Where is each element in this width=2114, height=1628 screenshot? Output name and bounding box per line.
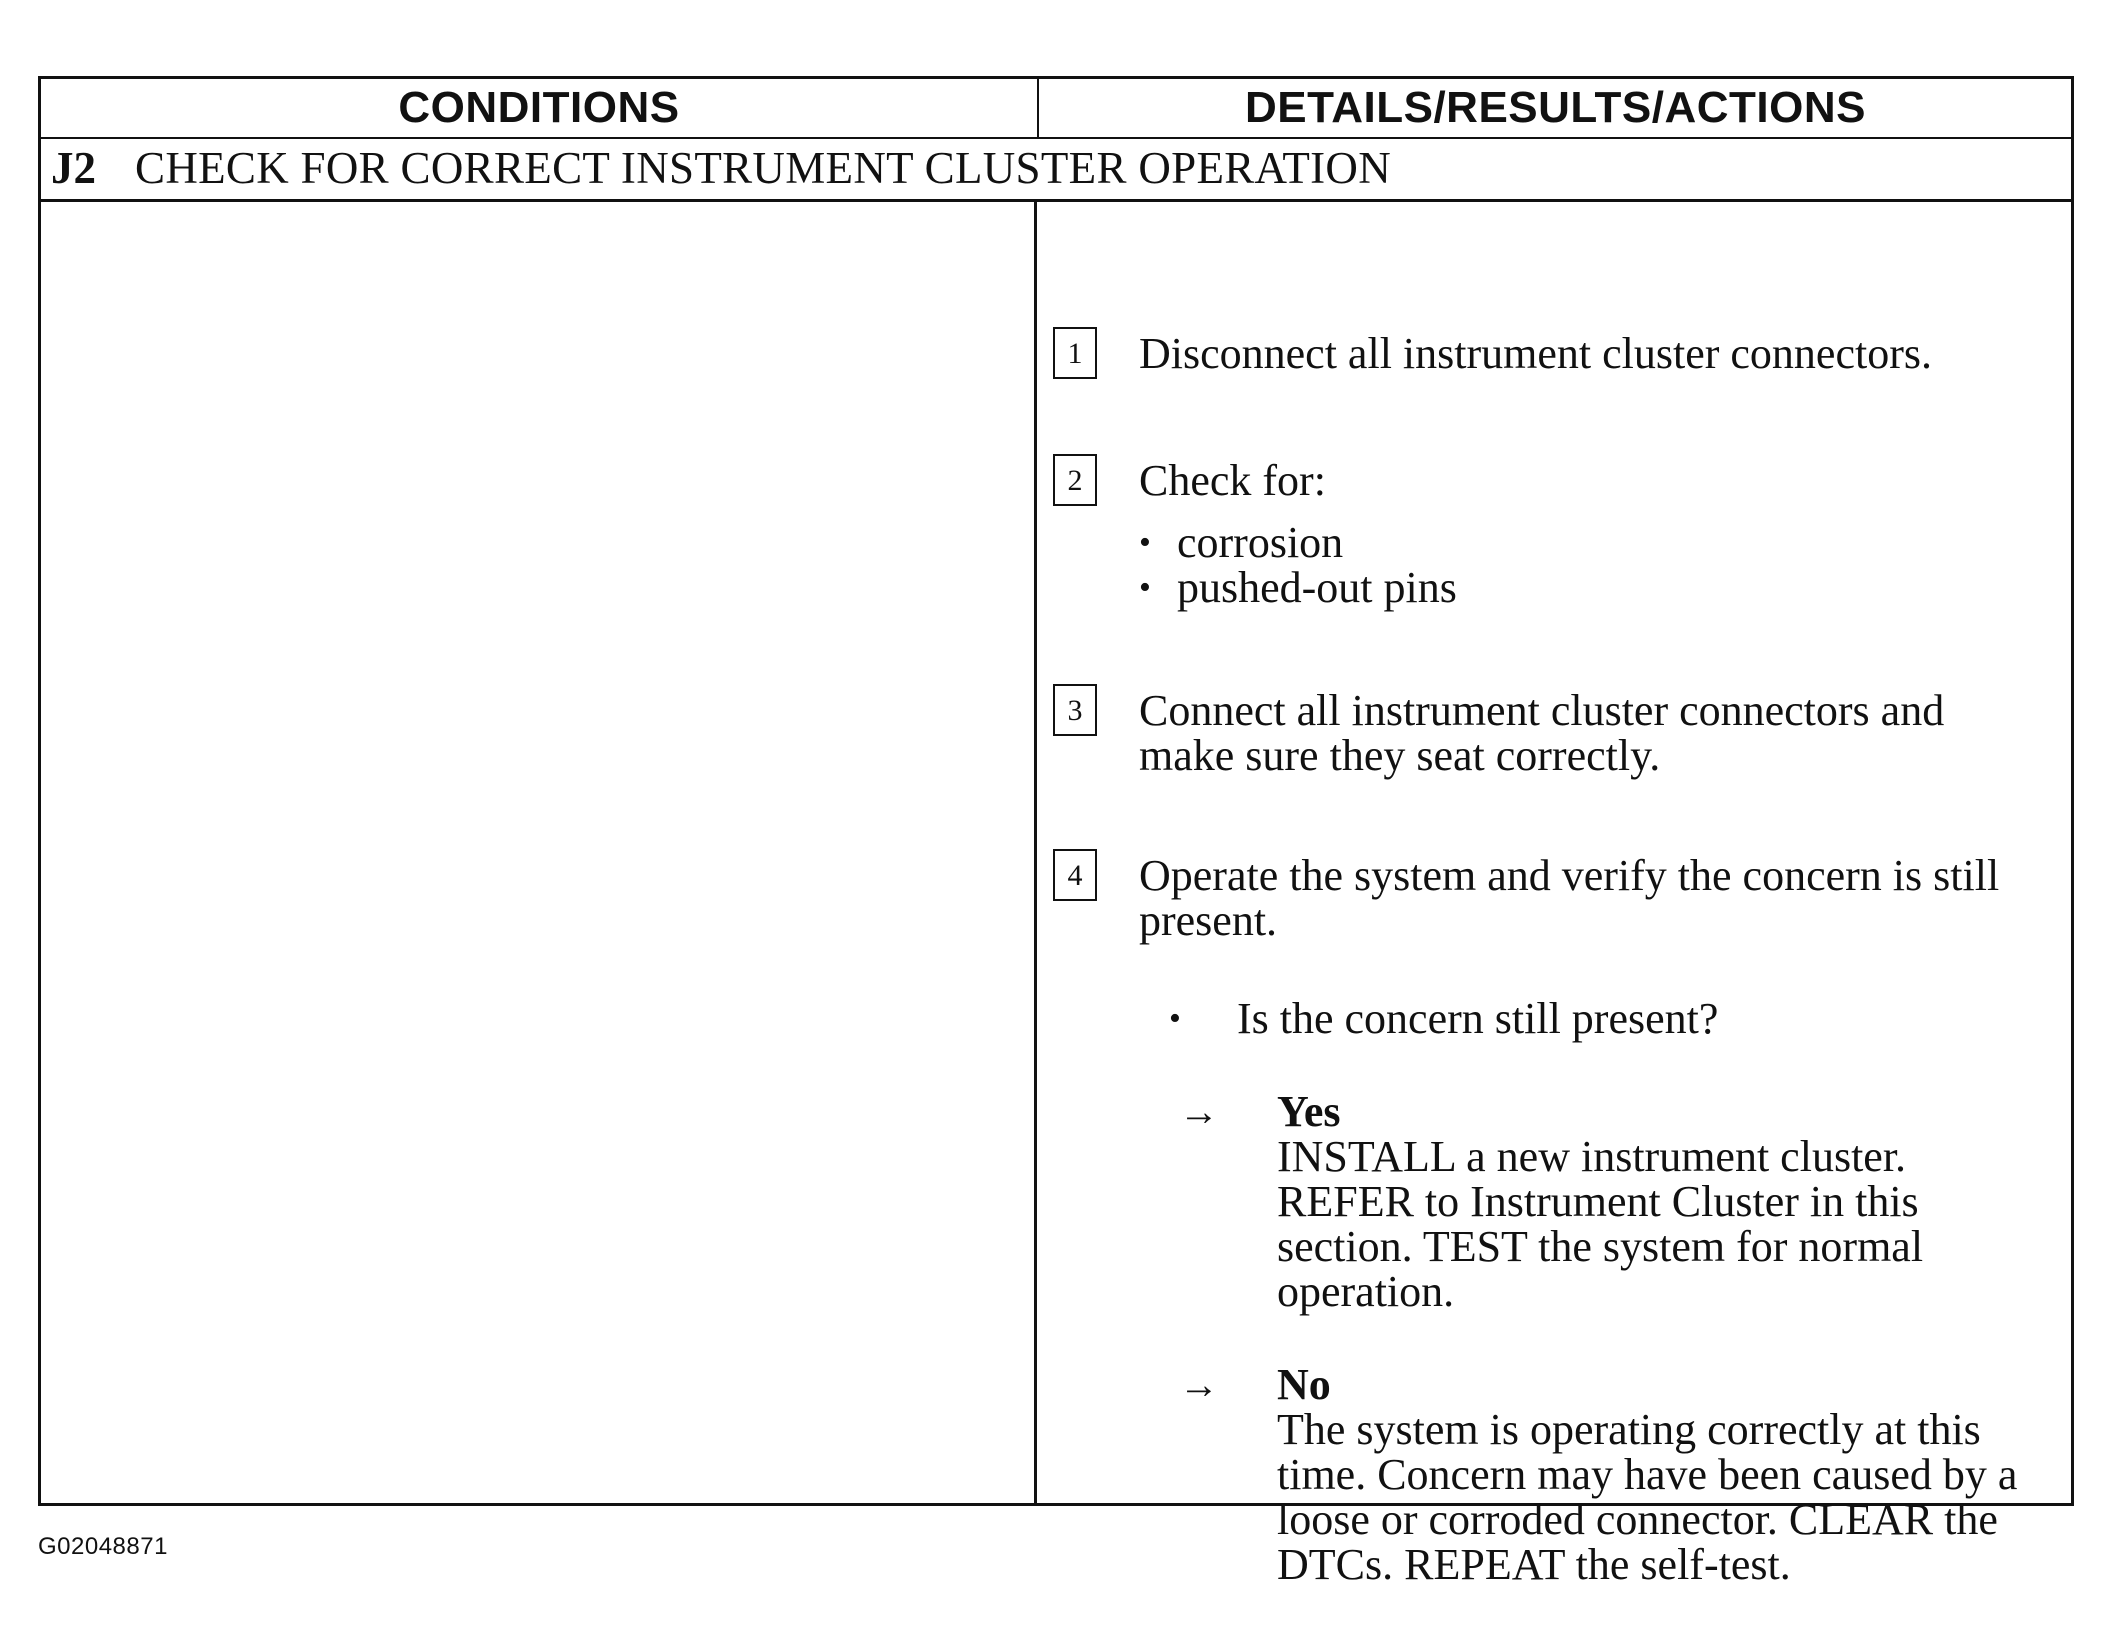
step-id: J2 [51,143,96,193]
step-text [1139,688,2069,778]
answer-line: section. TEST the system for normal [1277,1222,1924,1271]
table-header [41,79,2071,139]
check-list [1139,520,2039,610]
step-text-line: Connect all instrument cluster connectors and [1139,686,1945,735]
bullet-icon: • [1139,569,1151,606]
conditions-header: CONDITIONS [398,83,680,132]
answer-line: loose or corroded connector. CLEAR the [1277,1495,1998,1544]
answer-line: REFER to Instrument Cluster in this [1277,1177,1919,1226]
answer-label: No [1277,1360,1331,1409]
answer-body [1277,1089,2069,1314]
list-item [1139,565,2039,610]
bullet-icon: • [1139,524,1151,561]
answer-body [1277,1362,2069,1587]
answer-line: operation. [1277,1267,1455,1316]
bullet-icon: • [1169,1000,1181,1037]
figure-code: G02048871 [38,1533,168,1560]
step-title-row [41,137,2071,202]
step-text-line: make sure they seat correctly. [1139,731,1661,780]
step-text-line: Operate the system and verify the concern is still [1139,851,2000,900]
question [1169,996,2069,1041]
step-number-box: 1 [1053,327,1097,379]
list-item [1139,520,2039,565]
answer-line: time. Concern may have been caused by a [1277,1450,2018,1499]
step-text-line: present. [1139,896,1278,945]
right-arrow-icon: → [1179,1362,1219,1407]
step-title: CHECK FOR CORRECT INSTRUMENT CLUSTER OPERATION [135,143,1392,193]
list-item-text: pushed-out pins [1177,563,1457,612]
step-number-box: 3 [1053,684,1097,736]
details-header: DETAILS/RESULTS/ACTIONS [1245,83,1866,132]
answer-label: Yes [1277,1087,1341,1136]
right-arrow-icon: → [1179,1089,1219,1134]
step-text [1139,853,2069,943]
answer-line: DTCs. REPEAT the self-test. [1277,1540,1791,1589]
answer-line: The system is operating correctly at this [1277,1405,1981,1454]
column-divider [1034,201,1037,1506]
question-text: Is the concern still present? [1237,994,1719,1043]
step-number-box: 4 [1053,849,1097,901]
answer-line: INSTALL a new instrument cluster. [1277,1132,1907,1181]
step-number-box: 2 [1053,454,1097,506]
list-item-text: corrosion [1177,518,1344,567]
step-text: Check for: [1139,456,1326,505]
step-text: Disconnect all instrument cluster connectors. [1139,329,1932,378]
